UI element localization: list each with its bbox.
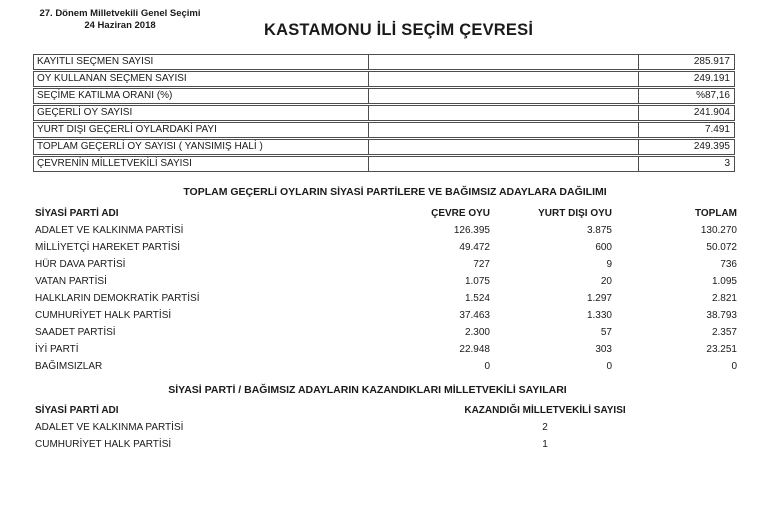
election-period: 27. Dönem Milletvekili Genel Seçimi xyxy=(39,8,201,19)
summary-row xyxy=(33,156,735,172)
column-header-party: SİYASİ PARTİ ADI xyxy=(35,405,119,416)
table-row xyxy=(35,239,737,256)
column-header-total-votes: TOPLAM xyxy=(694,208,737,219)
abroad-votes: 600 xyxy=(595,242,612,253)
total-votes: 2.821 xyxy=(711,293,737,304)
table-row xyxy=(35,324,737,341)
election-meta xyxy=(30,8,210,32)
party-name: ADALET VE KALKINMA PARTİSİ xyxy=(35,225,184,236)
summary-row xyxy=(33,122,735,138)
table-row xyxy=(35,256,737,273)
total-votes: 50.072 xyxy=(706,242,737,253)
party-name: ADALET VE KALKINMA PARTİSİ xyxy=(35,422,184,433)
summary-label: YURT DIŞI GEÇERLİ OYLARDAKİ PAYI xyxy=(34,123,369,137)
summary-row xyxy=(33,71,735,87)
column-header-district-votes: ÇEVRE OYU xyxy=(431,208,490,219)
table-row xyxy=(35,358,737,375)
summary-spacer-cell xyxy=(369,123,639,137)
summary-table xyxy=(33,54,735,173)
district-votes: 22.948 xyxy=(459,344,490,355)
total-votes: 1.095 xyxy=(711,276,737,287)
total-votes: 23.251 xyxy=(706,344,737,355)
table-row xyxy=(35,436,695,453)
abroad-votes: 1.297 xyxy=(586,293,612,304)
summary-row xyxy=(33,54,735,70)
summary-spacer-cell xyxy=(369,55,639,69)
district-votes: 727 xyxy=(473,259,490,270)
summary-value: 241.904 xyxy=(693,107,730,118)
abroad-votes: 20 xyxy=(600,276,612,287)
party-name: CUMHURİYET HALK PARTİSİ xyxy=(35,310,172,321)
table-row xyxy=(35,341,737,358)
party-votes-header-row xyxy=(35,205,737,222)
district-votes: 49.472 xyxy=(459,242,490,253)
summary-value: 249.191 xyxy=(693,73,730,84)
summary-label: ÇEVRENİN MİLLETVEKİLİ SAYISI xyxy=(34,157,369,171)
summary-spacer-cell xyxy=(369,72,639,86)
abroad-votes: 1.330 xyxy=(586,310,612,321)
district-votes: 1.075 xyxy=(464,276,490,287)
seats-section-title: SİYASİ PARTİ / BAĞIMSIZ ADAYLARIN KAZANDIKLARI MİLLETVEKİLİ SAYILARI xyxy=(168,384,567,396)
summary-value: 3 xyxy=(724,158,730,169)
abroad-votes: 9 xyxy=(606,259,612,270)
total-votes: 2.357 xyxy=(711,327,737,338)
summary-value: 285.917 xyxy=(693,56,730,67)
column-header-abroad-votes: YURT DIŞI OYU xyxy=(538,208,612,219)
seat-count: 2 xyxy=(542,422,548,433)
summary-value: %87,16 xyxy=(696,90,730,101)
summary-label: GEÇERLİ OY SAYISI xyxy=(34,106,369,120)
party-name: HÜR DAVA PARTİSİ xyxy=(35,259,126,270)
column-header-party: SİYASİ PARTİ ADI xyxy=(35,208,119,219)
column-header-seat-count: KAZANDIĞI MİLLETVEKİLİ SAYISI xyxy=(464,405,626,416)
summary-label: KAYITLI SEÇMEN SAYISI xyxy=(34,55,369,69)
district-votes: 37.463 xyxy=(459,310,490,321)
summary-spacer-cell xyxy=(369,157,639,171)
abroad-votes: 0 xyxy=(606,361,612,372)
party-name: MİLLİYETÇİ HAREKET PARTİSİ xyxy=(35,242,181,253)
summary-label: OY KULLANAN SEÇMEN SAYISI xyxy=(34,72,369,86)
page-title: KASTAMONU İLİ SEÇİM ÇEVRESİ xyxy=(264,21,534,39)
abroad-votes: 3.875 xyxy=(586,225,612,236)
summary-value: 249.395 xyxy=(693,141,730,152)
table-row xyxy=(35,419,695,436)
summary-row xyxy=(33,105,735,121)
district-votes: 126.395 xyxy=(453,225,490,236)
party-name: SAADET PARTİSİ xyxy=(35,327,116,338)
total-votes: 736 xyxy=(720,259,737,270)
election-date: 24 Haziran 2018 xyxy=(84,20,156,31)
total-votes: 38.793 xyxy=(706,310,737,321)
summary-spacer-cell xyxy=(369,89,639,103)
total-votes: 0 xyxy=(731,361,737,372)
total-votes: 130.270 xyxy=(700,225,737,236)
table-row xyxy=(35,273,737,290)
table-row xyxy=(35,290,737,307)
district-votes: 1.524 xyxy=(464,293,490,304)
party-votes-table xyxy=(35,205,737,375)
summary-label: TOPLAM GEÇERLİ OY SAYISI ( YANSIMIŞ HALİ ) xyxy=(34,140,369,154)
party-name: VATAN PARTİSİ xyxy=(35,276,107,287)
district-votes: 0 xyxy=(484,361,490,372)
summary-row xyxy=(33,88,735,104)
party-name: HALKLARIN DEMOKRATİK PARTİSİ xyxy=(35,293,200,304)
table-row xyxy=(35,222,737,239)
party-votes-section-title: TOPLAM GEÇERLİ OYLARIN SİYASİ PARTİLERE VE BAĞIMSIZ ADAYLARA DAĞILIMI xyxy=(183,186,607,198)
summary-spacer-cell xyxy=(369,140,639,154)
party-name: BAĞIMSIZLAR xyxy=(35,361,103,372)
abroad-votes: 57 xyxy=(600,327,612,338)
table-row xyxy=(35,307,737,324)
seats-table xyxy=(35,402,695,453)
district-votes: 2.300 xyxy=(464,327,490,338)
summary-spacer-cell xyxy=(369,106,639,120)
party-name: CUMHURİYET HALK PARTİSİ xyxy=(35,439,172,450)
seat-count: 1 xyxy=(542,439,548,450)
summary-label: SEÇİME KATILMA ORANI (%) xyxy=(34,89,369,103)
summary-row xyxy=(33,139,735,155)
summary-value: 7.491 xyxy=(704,124,730,135)
party-name: İYİ PARTİ xyxy=(35,344,79,355)
seats-header-row xyxy=(35,402,695,419)
abroad-votes: 303 xyxy=(595,344,612,355)
